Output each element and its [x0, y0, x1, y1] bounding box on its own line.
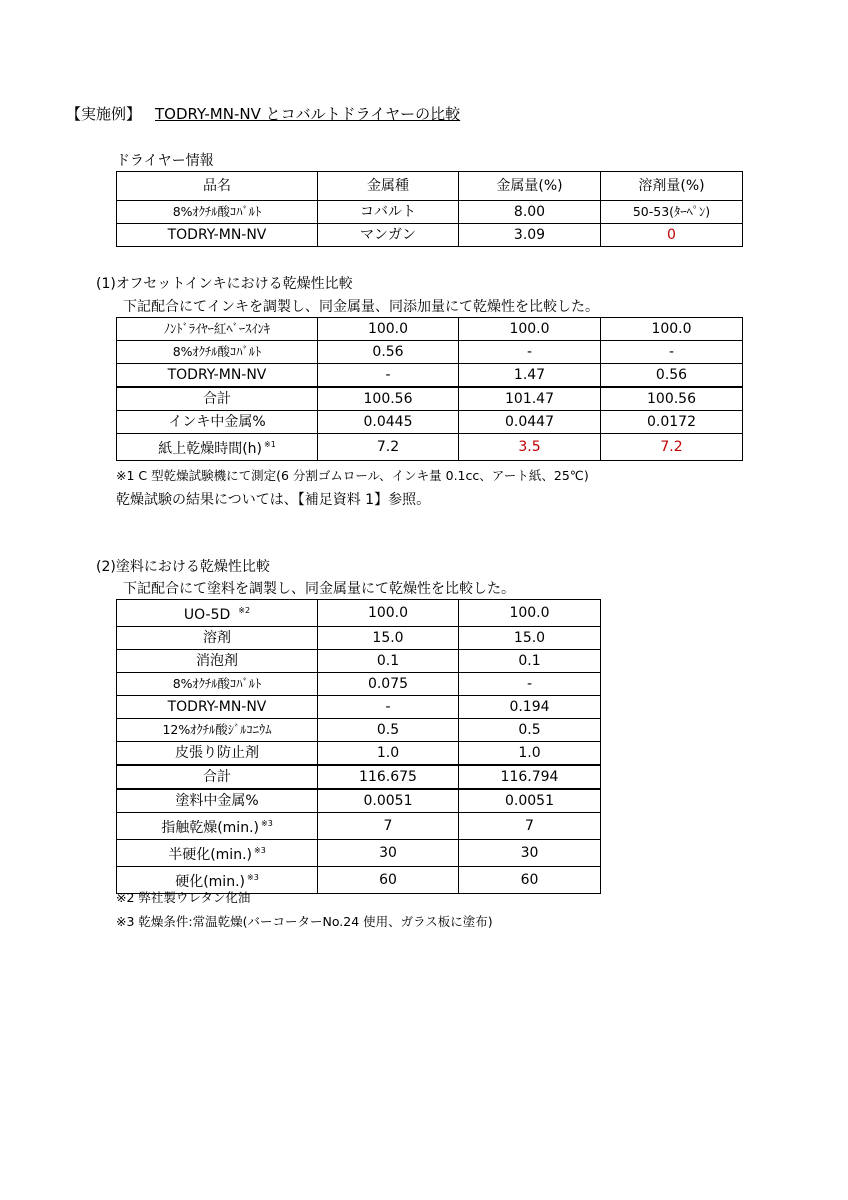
table-cell: 15.0: [459, 627, 601, 650]
table-cell: [117, 434, 318, 461]
table-cell: インキ中金属%: [117, 411, 318, 434]
table-cell: 0.0172: [601, 411, 743, 434]
cell-text: 半硬化(min.): [168, 847, 252, 863]
offset-heading: (1)オフセットインキにおける乾燥性比較: [96, 276, 353, 292]
cell-text: UO-5D: [183, 607, 231, 623]
table-cell: 100.56: [601, 387, 743, 411]
paint-heading: (2)塗料における乾燥性比較: [96, 559, 270, 575]
table-cell: [117, 813, 318, 840]
table-cell: TODRY-MN-NV: [117, 696, 318, 719]
table-cell: 合計: [117, 765, 318, 789]
table-cell: 116.794: [459, 765, 601, 789]
table-cell: 3.5: [459, 434, 601, 461]
table-cell: 1.0: [318, 742, 459, 766]
table-row: [117, 840, 601, 867]
table-row: [117, 600, 601, 627]
table-cell: 合計: [117, 387, 318, 411]
table-cell: 3.09: [459, 224, 601, 247]
table-cell: 8%ｵｸﾁﾙ酸ｺﾊﾞﾙﾄ: [117, 673, 318, 696]
table-cell: -: [459, 673, 601, 696]
paint-note-2: ※2 弊社製ウレタン化油: [116, 890, 251, 905]
dryer-info-heading: ドライヤー情報: [116, 153, 214, 169]
title-bracket: 【実施例】: [66, 105, 142, 123]
table-row: [117, 341, 743, 364]
paint-note-3: ※3 乾燥条件:常温乾燥(バーコーターNo.24 使用、ガラス板に塗布): [116, 914, 493, 929]
cell-text: 紙上乾燥時間(h): [158, 441, 262, 457]
table-cell: 0.1: [318, 650, 459, 673]
table-cell: 60: [459, 867, 601, 894]
footnote-mark: ※3: [253, 846, 266, 855]
table-row: [117, 411, 743, 434]
table-row: [117, 673, 601, 696]
table-cell: 30: [459, 840, 601, 867]
table-cell: 0.0447: [459, 411, 601, 434]
table-cell: 0.5: [459, 719, 601, 742]
table-cell: 100.0: [318, 318, 459, 341]
table-cell: 101.47: [459, 387, 601, 411]
table-cell: -: [318, 364, 459, 388]
page-title: [66, 103, 460, 124]
table-cell: -: [318, 696, 459, 719]
table-row: [117, 224, 743, 247]
table-cell: コバルト: [318, 201, 459, 224]
footnote-mark: ※3: [260, 819, 273, 828]
table-row: [117, 627, 601, 650]
table-cell: 100.56: [318, 387, 459, 411]
paint-table: [116, 599, 601, 894]
table-cell: 12%ｵｸﾁﾙ酸ｼﾞﾙｺﾆｳﾑ: [117, 719, 318, 742]
footnote-mark: ※1: [264, 440, 276, 449]
table-cell: 0.194: [459, 696, 601, 719]
table-cell: -: [459, 341, 601, 364]
table-cell: 8.00: [459, 201, 601, 224]
table-cell: 7.2: [318, 434, 459, 461]
table-cell: 1.0: [459, 742, 601, 766]
header-cell: 金属量(%): [459, 172, 601, 201]
table-cell: 0.075: [318, 673, 459, 696]
table-cell: 0.5: [318, 719, 459, 742]
table-cell: 消泡剤: [117, 650, 318, 673]
table-cell: 100.0: [318, 600, 459, 627]
total-row: [117, 387, 743, 411]
cell-text: 硬化(min.): [175, 874, 245, 890]
table-cell: 0.56: [601, 364, 743, 388]
table-cell: ﾉﾝﾄﾞﾗｲﾔｰ紅ﾍﾞｰｽｲﾝｷ: [117, 318, 318, 341]
table-row: [117, 813, 601, 840]
table-cell: 7: [318, 813, 459, 840]
offset-note-1: ※1 C 型乾燥試験機にて測定(6 分割ゴムロール、インキ量 0.1cc、アート紙、25℃): [116, 468, 589, 483]
table-cell: 7: [459, 813, 601, 840]
table-row: [117, 789, 601, 813]
table-cell: TODRY-MN-NV: [117, 364, 318, 388]
table-row: [117, 318, 743, 341]
table-cell: 60: [318, 867, 459, 894]
table-cell: 0.1: [459, 650, 601, 673]
table-cell: 0: [601, 224, 743, 247]
total-row: [117, 765, 601, 789]
table-cell: 1.47: [459, 364, 601, 388]
table-row: [117, 364, 743, 388]
table-cell: 0.0445: [318, 411, 459, 434]
footnote-mark: ※3: [246, 873, 259, 882]
table-row: [117, 201, 743, 224]
table-cell: 100.0: [459, 600, 601, 627]
table-cell: 100.0: [601, 318, 743, 341]
table-row: [117, 719, 601, 742]
table-cell: 116.675: [318, 765, 459, 789]
table-cell: 30: [318, 840, 459, 867]
table-cell: 7.2: [601, 434, 743, 461]
table-cell: 塗料中金属%: [117, 789, 318, 813]
table-cell: マンガン: [318, 224, 459, 247]
table-cell: 100.0: [459, 318, 601, 341]
paint-description: 下記配合にて塗料を調製し、同金属量にて乾燥性を比較した。: [123, 581, 515, 597]
dryer-info-table: [116, 171, 743, 247]
table-cell: -: [601, 341, 743, 364]
cell-text: 指触乾燥(min.): [161, 820, 259, 836]
header-cell: 品名: [117, 172, 318, 201]
table-cell: 皮張り防止剤: [117, 742, 318, 766]
offset-description: 下記配合にてインキを調製し、同金属量、同添加量にて乾燥性を比較した。: [123, 299, 599, 315]
table-row: [117, 742, 601, 766]
table-cell: TODRY-MN-NV: [117, 224, 318, 247]
table-cell: 50-53(ﾀｰﾍﾟﾝ): [601, 201, 743, 224]
header-cell: 金属種: [318, 172, 459, 201]
title-text: TODRY-MN-NV とコバルトドライヤーの比較: [155, 105, 461, 123]
table-header-row: [117, 172, 743, 201]
table-cell: 15.0: [318, 627, 459, 650]
table-cell: 8%ｵｸﾁﾙ酸ｺﾊﾞﾙﾄ: [117, 341, 318, 364]
table-cell: 溶剤: [117, 627, 318, 650]
table-cell: 0.56: [318, 341, 459, 364]
table-row: [117, 696, 601, 719]
table-row: [117, 434, 743, 461]
offset-note-2: 乾燥試験の結果については、【補足資料 1】参照。: [116, 492, 431, 508]
table-cell: 0.0051: [459, 789, 601, 813]
table-cell: 8%ｵｸﾁﾙ酸ｺﾊﾞﾙﾄ: [117, 201, 318, 224]
header-cell: 溶剤量(%): [601, 172, 743, 201]
table-cell: 0.0051: [318, 789, 459, 813]
footnote-mark: ※2: [238, 606, 251, 615]
table-cell: [117, 840, 318, 867]
table-row: [117, 650, 601, 673]
table-cell: [117, 600, 318, 627]
offset-table: [116, 317, 743, 461]
